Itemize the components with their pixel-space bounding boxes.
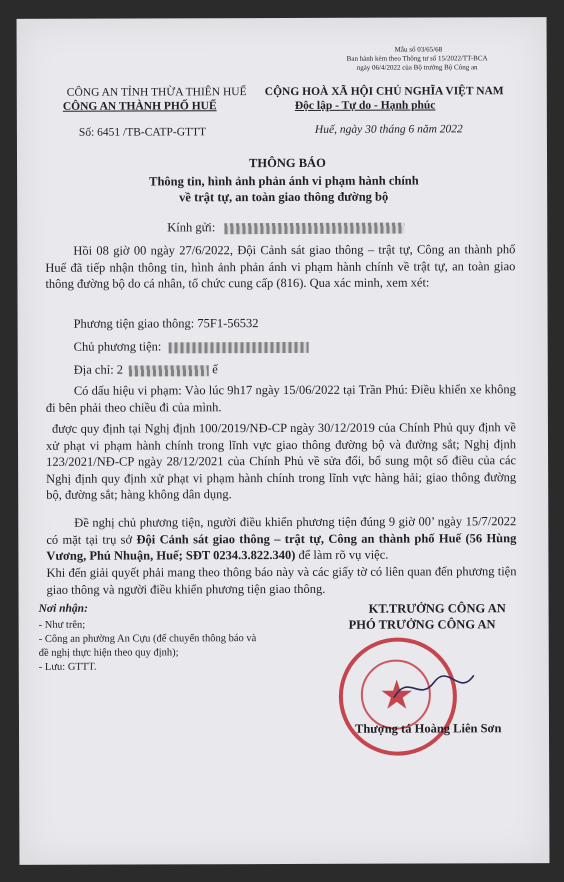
place-date: Huế, ngày 30 tháng 6 năm 2022 bbox=[314, 123, 463, 136]
form-note-1: Ban hành kèm theo Thông tư số 15/2022/TT-BCA bbox=[346, 54, 488, 63]
paragraph-request bbox=[46, 513, 516, 564]
address-line bbox=[74, 362, 218, 378]
recipient-item: - Như trên; bbox=[38, 619, 86, 631]
signer-role-2: PHÓ TRƯỞNG CÔNG AN bbox=[348, 617, 496, 632]
recipients-title: Nơi nhận: bbox=[38, 602, 88, 615]
official-seal: ★ bbox=[339, 637, 457, 755]
recipient-item: - Lưu: GTTT. bbox=[38, 661, 97, 673]
form-note-2: ngày 06/4/2022 của Bộ trưởng Bộ Công an bbox=[356, 63, 478, 72]
request-text-2: để làm rõ vụ việc. bbox=[295, 547, 389, 562]
owner-label: Chủ phương tiện: bbox=[73, 339, 162, 354]
paragraph-intro: Hồi 08 giờ 00 ngày 27/6/2022, Đội Cảnh sát giao thông – trật tự, Công an thành phố Huế đã tiếp nhận thông tin, hình ảnh phản ánh vi phạm hành chính về trật tự, an toàn giao thông đường bộ do cá nhân, tổ chức cung cấp (816). Qua xác minh, xem xét: bbox=[45, 242, 516, 291]
signer-name: Thượng tá Hoàng Liên Sơn bbox=[354, 721, 502, 736]
document-number: Số: 6451 /TB-CATP-GTTT bbox=[78, 126, 207, 139]
request-text-1: Đề nghị chủ phương tiện, người điều khiển phương tiện đúng 9 giờ 00’ ngày 15/7/2022 có mặt tại trụ sở bbox=[46, 514, 517, 547]
recipient-item: - Công an phường An Cựu (để chuyển thông báo và bbox=[38, 633, 257, 645]
redacted-owner bbox=[168, 342, 308, 353]
recipient-line bbox=[167, 220, 404, 236]
recipients-list bbox=[39, 618, 257, 675]
national-motto: Độc lập - Tự do - Hạnh phúc bbox=[294, 99, 436, 112]
paragraph-instructions: Khi đến giải quyết phải mang theo thông báo này và các giấy tờ có liên quan đến phương tiện giao thông và người điều khiển phương tiện giao thông. bbox=[46, 564, 517, 597]
owner-line bbox=[74, 339, 309, 355]
form-number: Mẫu số 03/65/68 bbox=[394, 45, 443, 54]
signature-mark bbox=[389, 667, 479, 707]
document-subtitle-1: Thông tin, hình ảnh phản ánh vi phạm hành chính bbox=[149, 173, 419, 189]
request-text-office: Đội Cảnh sát giao thông – trật tự, Công an thành phố Huế (56 Hùng Vương, Phú Nhuận, Huế; SĐT 0234.3.822.340) bbox=[46, 530, 517, 563]
redacted-address bbox=[129, 365, 209, 376]
paragraph-violation: Có dấu hiệu vi phạm: Vào lúc 9h17 ngày 15/06/2022 tại Trần Phú: Điều khiển xe không đi bên phải theo chiều đi của mình. bbox=[45, 382, 516, 415]
document-subtitle-2: về trật tự, an toàn giao thông đường bộ bbox=[179, 189, 389, 205]
recipient-item: đề nghị thực hiện theo quy định); bbox=[38, 647, 179, 659]
paragraph-legal-basis: được quy định tại Nghị định 100/2019/NĐ-CP ngày 30/12/2019 của Chính Phủ quy định về xử phạt vi phạm hành chính trong lĩnh vực giao thông đường bộ và đường sắt; Nghị định 123/2021/NĐ-CP ngày 28/12/2021 của Chính Phủ về sửa đổi, bổ sung một số điều của các Nghị định quy định xử phạt vi phạm hành chính trong lĩnh vực hàng hải; giao thông đường bộ, đường sắt; hàng không dân dụng. bbox=[45, 420, 517, 502]
agency-name-1: CÔNG AN TỈNH THỪA THIÊN HUẾ bbox=[66, 86, 247, 99]
signer-role-1: KT.TRƯỞNG CÔNG AN bbox=[368, 601, 506, 616]
address-tail: ế bbox=[212, 362, 218, 377]
redacted-recipient bbox=[224, 222, 404, 234]
country-name: CỘNG HOÀ XÃ HỘI CHỦ NGHĨA VIỆT NAM bbox=[264, 85, 504, 99]
vehicle-line: Phương tiện giao thông: 75F1-56532 bbox=[73, 316, 259, 331]
agency-name-2: CÔNG AN THÀNH PHỐ HUẾ bbox=[62, 100, 217, 113]
document-page bbox=[17, 17, 550, 865]
recipient-label: Kính gửi: bbox=[167, 220, 216, 235]
document-title: THÔNG BÁO bbox=[249, 155, 326, 171]
address-label: Địa chỉ: 2 bbox=[73, 362, 124, 377]
